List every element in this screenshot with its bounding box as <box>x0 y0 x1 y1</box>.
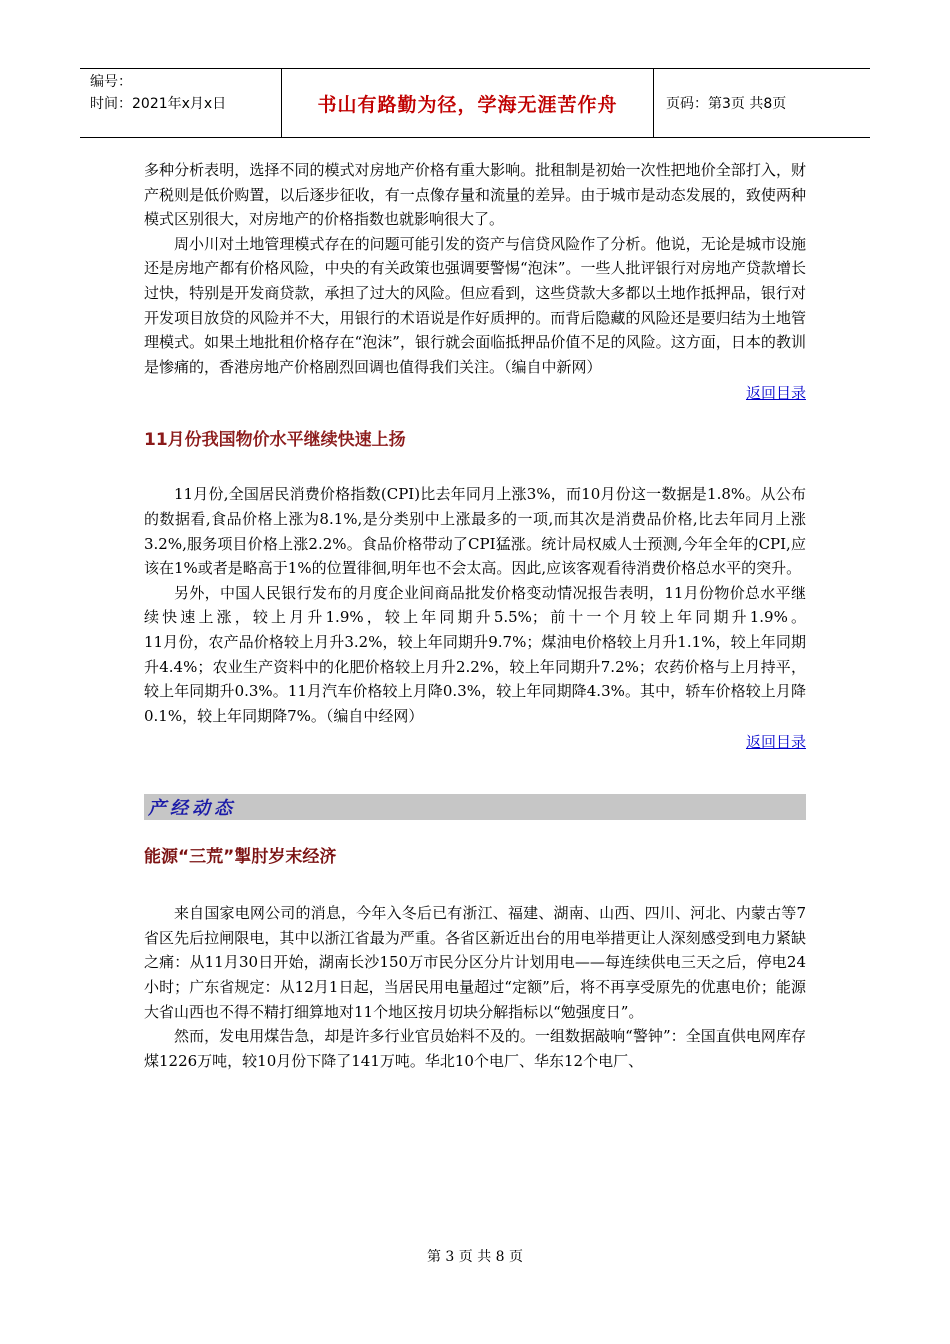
back-to-toc-link[interactable]: 返回目录 <box>745 384 806 403</box>
document-body <box>144 158 902 1073</box>
article1-paragraph-1: 多种分析表明，选择不同的模式对房地产价格有重大影响。批租制是初始一次性把地价全部打入，财产税则是低价购置，以后逐步征收，有一点像存量和流量的差异。由于城市是动态发展的，致使两种模式区别很大，对房地产的价格指数也就影响很大了。 <box>144 161 806 229</box>
article1-paragraph-2: 周小川对土地管理模式存在的问题可能引发的资产与信贷风险作了分析。他说，无论是城市设施还是房地产都有价格风险，中央的有关政策也强调要警惕“泡沫”。一些人批评银行对房地产贷款增长过快，特别是开发商贷款，承担了过大的风险。但应看到，这些贷款大多都以土地作抵押品，银行对开发项目放贷的风险并不大，用银行的术语说是作好质押的。而背后隐藏的风险还是要归结为土地管理模式。如果土地批租价格存在“泡沫”，银行就会面临抵押品价值不足的风险。这方面，日本的教训是惨痛的，香港房地产价格剧烈回调也值得我们关注。（编自中新网） <box>144 234 806 376</box>
article2-paragraph-1: 11月份,全国居民消费价格指数(CPI)比去年同月上涨3%，而10月份这一数据是1.8%。从公布的数据看,食品价格上涨为8.1%,是分类别中上涨最多的一项,而其次是消费品价格,比去年同月上涨3.2%,服务项目价格上涨2.2%。食品价格带动了CPI猛涨。统计局权威人士预测,今年全年的CPI,应该在1%或者是略高于1%的位置徘徊,明年也不会太高。因此,应该客观看待消费价格总水平的突升。 <box>144 485 806 578</box>
header-page-info: 页码：第3页 共8页 <box>666 96 787 112</box>
article3-title: 能源“三荒”掣肘岁末经济 <box>144 847 337 868</box>
article2-paragraph-2: 另外，中国人民银行发布的月度企业间商品批发价格变动情况报告表明，11月份物价总水平继续快速上涨，较上月升1.9%，较上年同期升5.5%；前十一个月较上年同期升1.9%。 11月份，农产品价格较上月升3.2%，较上年同期升9.7%；煤油电价格较上月升1.1%，较上年同期升4.4%；农业生产资料中的化肥价格较上月升2.2%，较上年同期升7.2%；农药价格与上月持平，较上年同期升0.3%。11月汽车价格较上月降0.3%，较上年同期降4.3%。其中，轿车价格较上月降0.1%，较上年同期降7%。（编自中经网） <box>144 583 902 725</box>
date-label: 时间：2021年x月x日 <box>90 96 227 112</box>
page-header <box>80 68 870 138</box>
code-label: 编号： <box>90 74 132 90</box>
header-motto: 书山有路勤为径，学海无涯苦作舟 <box>282 69 654 137</box>
section-label: 产经动态 <box>148 798 236 820</box>
section-header-bar <box>144 794 806 820</box>
article2-title: 11月份我国物价水平继续快速上扬 <box>144 430 406 451</box>
article3-paragraph-2: 然而，发电用煤告急，却是许多行业官员始料不及的。一组数据敲响“警钟”：全国直供电网库存煤1226万吨，较10月份下降了141万吨。华北10个电厂、华东12个电厂、 <box>144 1027 806 1070</box>
header-meta <box>80 69 282 137</box>
article3-paragraph-1: 来自国家电网公司的消息，今年入冬后已有浙江、福建、湖南、山西、四川、河北、内蒙古等7省区先后拉闸限电，其中以浙江省最为严重。各省区新近出台的用电举措更让人深刻感受到电力紧缺之痛：从11月30日开始，湖南长沙150万市民分区分片计划用电——每连续供电三天之后，停电24小时；广东省规定：从12月1日起，当居民用电量超过“定额”后，将不再享受原先的优惠电价；能源大省山西也不得不精打细算地对11个地区按月切块分解指标以“勉强度日”。 <box>144 904 806 1021</box>
back-to-toc-link[interactable]: 返回目录 <box>745 733 806 752</box>
page-footer: 第 3 页 共 8 页 <box>426 1249 524 1265</box>
